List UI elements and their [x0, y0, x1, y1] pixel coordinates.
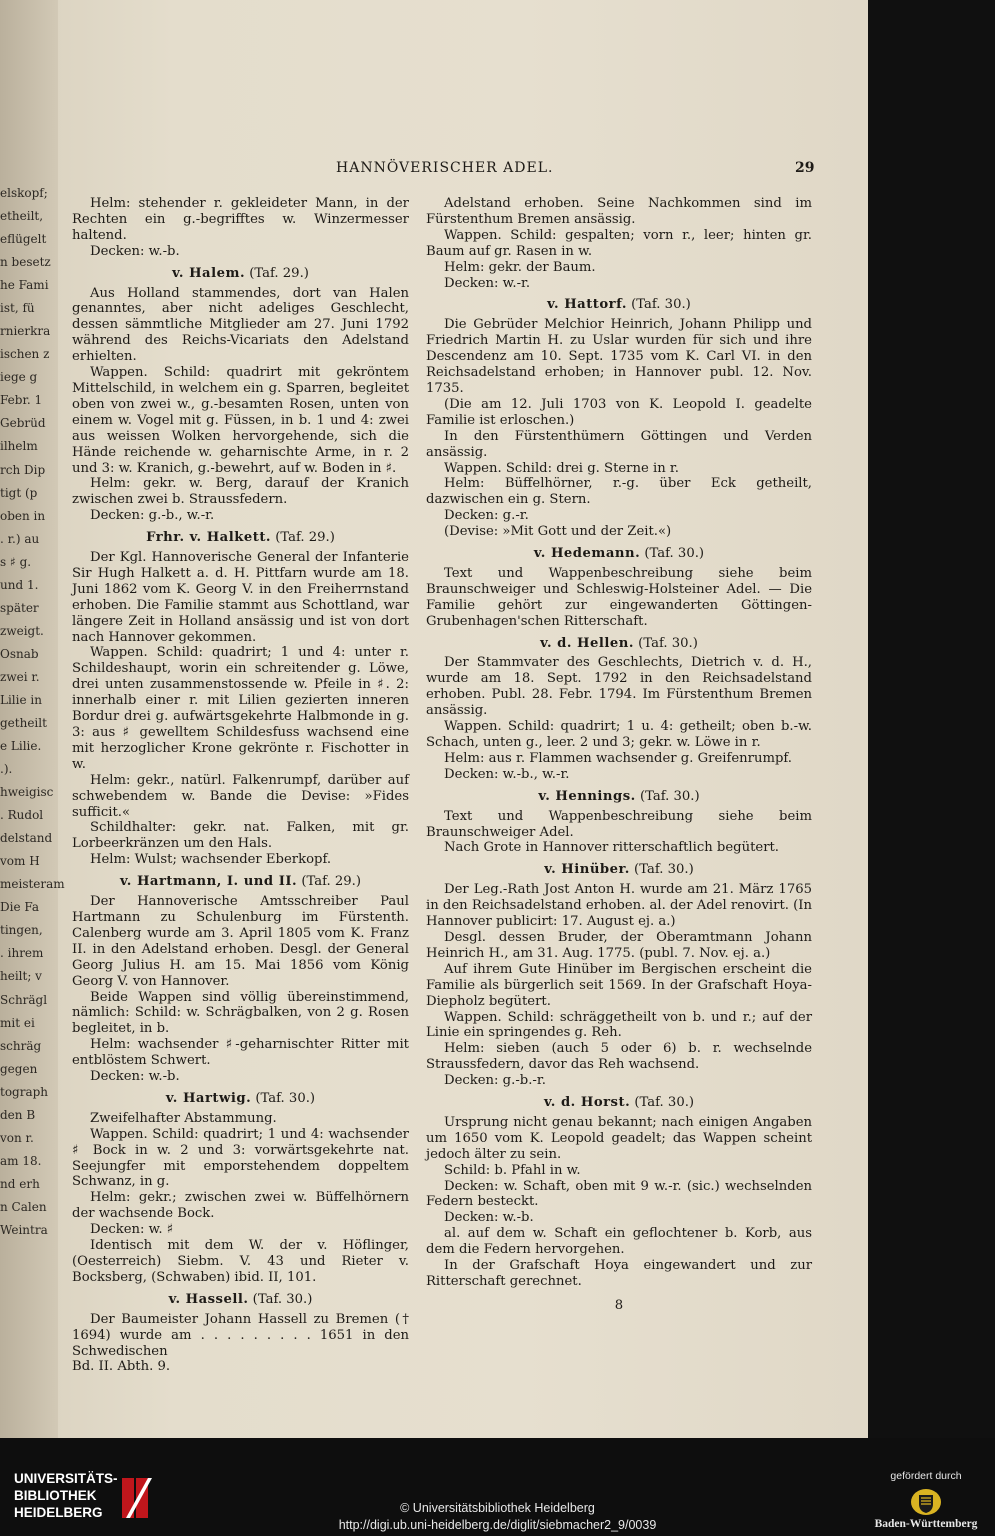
entry-heading [426, 546, 812, 562]
paragraph: Zweifelhafter Abstammung. [90, 1110, 277, 1126]
family-name: v. Hinüber. [544, 862, 630, 878]
paragraph: Helm: gekr.; zwischen zwei w. Büffelhörnern der wachsende Bock. [72, 1190, 409, 1222]
copyright-notice [0, 1500, 995, 1534]
paragraph: Helm: aus r. Flammen wachsender g. Greifenrumpf. [444, 750, 792, 766]
entry-heading [72, 530, 409, 546]
gutter-fragment: schräg [0, 1038, 42, 1053]
gutter-fragment: später [0, 600, 39, 615]
paragraph: Helm: gekr. der Baum. [444, 259, 596, 275]
gutter-fragment: tigt (p [0, 485, 38, 500]
paragraph: Wappen. Schild: drei g. Sterne in r. [444, 460, 679, 476]
plate-reference: (Taf. 30.) [640, 546, 705, 562]
paragraph: Ursprung nicht genau bekannt; nach einigen Angaben um 1650 vom K. Leopold geadelt; das Wappen scheint jedoch älter zu sein. [426, 1114, 812, 1162]
left-column [72, 196, 409, 1375]
plate-reference: (Taf. 29.) [297, 874, 362, 890]
gutter-fragment: n besetz [0, 255, 51, 270]
sponsor-name: Baden-Württemberg [874, 1518, 978, 1530]
paragraph: Schild: b. Pfahl in w. [444, 1162, 581, 1178]
plate-reference: (Taf. 30.) [251, 1090, 316, 1106]
plate-reference: (Taf. 30.) [626, 297, 691, 313]
plate-reference: (Taf. 30.) [629, 862, 694, 878]
family-name: v. Hassell. [168, 1291, 249, 1307]
gutter-fragment: hweigisc [0, 785, 54, 800]
family-name: v. d. Hellen. [540, 635, 634, 651]
gutter-fragment: den B [0, 1107, 36, 1122]
entry-heading [426, 636, 812, 652]
gutter-fragment: Lilie in [0, 692, 42, 707]
gutter-fragment: ilhelm [0, 439, 38, 454]
gutter-fragment: etheilt, [0, 209, 44, 224]
gutter-fragment: mit ei [0, 1015, 35, 1030]
family-name: v. Halem. [172, 265, 246, 281]
gutter-fragment: Schrägl [0, 992, 48, 1007]
paragraph: Schildhalter: gekr. nat. Falken, mit gr. Lorbeerkränzen um den Hals. [72, 820, 409, 852]
gutter-fragment: elskopf; [0, 186, 48, 200]
paragraph: Die Gebrüder Melchior Heinrich, Johann Philipp und Friedrich Martin H. zu Uslar wurden für sich und ihre Descendenz am 10. Sept. 1735 vom K. Carl VI. in den Reichsadelstand erhoben; in Hannover publ. 12. Nov. 1735. [426, 317, 812, 396]
page-number: 29 [795, 160, 815, 176]
entry-heading [426, 1095, 812, 1111]
paragraph: Adelstand erhoben. Seine Nachkommen sind im Fürstenthum Bremen ansässig. [426, 196, 812, 227]
paragraph: Text und Wappenbeschreibung siehe beim Braunschweiger und Schleswig-Holsteiner Adel. — Die Familie gehört zur eingewanderten Göttingen-Grubenhagen'schen Ritterschaft. [426, 565, 812, 629]
entry-heading [72, 266, 409, 282]
paragraph: Helm: gekr., natürl. Falkenrumpf, darüber auf schwebendem w. Bande die Devise: »Fides sufficit.« [72, 772, 409, 820]
paragraph: al. auf dem w. Schaft ein geflochtener b. Korb, aus dem die Federn hervorgehen. [426, 1226, 812, 1258]
paragraph: Helm: gekr. w. Berg, darauf der Kranich zwischen zwei b. Straussfedern. [72, 476, 409, 508]
library-line: HEIDELBERG [14, 1505, 103, 1520]
paragraph: Helm: wachsender ♯-geharnischter Ritter mit entblöstem Schwert. [72, 1037, 409, 1069]
entry-heading [426, 789, 812, 805]
gutter-fragment: . Rudol [0, 808, 44, 823]
paragraph: Der Baumeister Johann Hassell zu Bremen († 1694) wurde am . . . . . . . . . 1651 in den Schwedischen [72, 1311, 409, 1359]
paragraph: Beide Wappen sind völlig übereinstimmend, nämlich: Schild: w. Schrägbalken, von 2 g. Rosen begleitet, in b. [72, 989, 409, 1037]
paragraph: Nach Grote in Hannover ritterschaftlich begütert. [444, 840, 779, 856]
gutter-fragment: Weintra [0, 1222, 48, 1237]
plate-reference: (Taf. 30.) [248, 1291, 313, 1307]
paragraph: Helm: stehender r. gekleideter Mann, in der Rechten ein g.-begrifftes w. Winzermesser haltend. [72, 196, 409, 243]
gutter-fragment: . ihrem [0, 946, 44, 961]
library-line: UNIVERSITÄTS- [14, 1471, 118, 1486]
gutter-fragment: .). [0, 762, 13, 777]
gutter-fragment: Gebrüd [0, 416, 46, 431]
permalink[interactable]: http://digi.ub.uni-heidelberg.de/diglit/siebmacher2_9/0039 [338, 1518, 657, 1532]
gutter-fragment: getheilt [0, 716, 47, 730]
entry-heading [72, 1292, 409, 1308]
sponsor-label: gefördert durch [890, 1470, 962, 1482]
paragraph: Der Kgl. Hannoverische General der Infanterie Sir Hugh Halkett a. d. H. Pittfarn wurde am 18. Juni 1862 vom K. Georg V. in den Freiherrnstand erhoben. Die Familie stammt aus Schottland, war längere Zeit in Holland ansässig und ist von dort nach Hannover gekommen. [72, 550, 409, 645]
gutter-fragment: oben in [0, 508, 46, 523]
paragraph: Decken: w. ♯ [90, 1222, 174, 1238]
gutter-fragment: he Fami [0, 278, 49, 293]
plate-reference: (Taf. 29.) [271, 530, 335, 546]
gutter-fragment: Osnab [0, 646, 39, 661]
paragraph: Der Hannoverische Amtsschreiber Paul Hartmann zu Schulenburg im Fürstenth. Calenberg wurde am 3. April 1805 vom K. Franz II. in den Adelstand erhoben. Desgl. der General Georg Julius H. am 15. Mai 1856 vom König Georg V. von Hannover. [72, 894, 409, 989]
gutter-fragment: eflügelt [0, 232, 47, 247]
gutter-fragment: nd erh [0, 1176, 40, 1191]
gutter-fragment: heilt; v [0, 969, 42, 984]
paragraph: Decken: g.-r. [444, 508, 529, 524]
state-crest-icon [910, 1488, 942, 1516]
gutter-fragment: Die Fa [0, 900, 40, 915]
paragraph: Decken: w.-b., w.-r. [444, 766, 570, 782]
paragraph: Decken: w. Schaft, oben mit 9 w.-r. (sic.) wechselnden Federn besteckt. [426, 1178, 812, 1210]
gutter-fragment: ist, fü [0, 301, 35, 316]
gutter-fragment: tingen, [0, 923, 43, 938]
gutter-fragment: vom H [0, 854, 40, 869]
paragraph: Wappen. Schild: schräggetheilt von b. und r.; auf der Linie ein springendes g. Reh. [426, 1009, 812, 1041]
plate-reference: (Taf. 29.) [245, 265, 309, 281]
paragraph: Decken: w.-b. [444, 1210, 534, 1226]
paragraph: Decken: w.-b. [90, 243, 180, 259]
gutter-fragment: . r.) au [0, 531, 40, 546]
gutter-fragment: am 18. [0, 1153, 42, 1168]
gutter-fragment: e Lilie. [0, 739, 42, 754]
gutter-fragment: tograph [0, 1084, 49, 1099]
paragraph: Decken: w.-b. [90, 1069, 180, 1085]
paragraph: Helm: sieben (auch 5 oder 6) b. r. wechselnde Straussfedern, davor das Reh wachsend. [426, 1041, 812, 1073]
copyright-text: © Universitätsbibliothek Heidelberg [400, 1501, 595, 1515]
gutter-fragment: rnierkra [0, 324, 51, 339]
volume-signature: Bd. II. Abth. 9. [72, 1359, 171, 1375]
gutter-fragment: Febr. 1 [0, 393, 43, 408]
entry-heading [72, 874, 409, 890]
gutter-fragment: von r. [0, 1130, 34, 1145]
paragraph: Identisch mit dem W. der v. Höflinger, (Oesterreich) Siebm. V. 43 und Rieter v. Bocksberg, (Schwaben) ibid. II, 101. [72, 1238, 409, 1285]
gutter-fragment: rch Dip [0, 462, 46, 477]
paragraph: Wappen. Schild: quadrirt; 1 und 4: wachsender ♯ Bock in w. 2 und 3: vorwärtsgekehrte nat. Seejungfer mit emporstehendem doppeltem Schwanz, in g. [72, 1126, 409, 1190]
family-name: v. Hedemann. [533, 546, 641, 562]
family-name: v. Hennings. [538, 788, 636, 804]
family-name: v. d. Horst. [543, 1095, 631, 1111]
family-name: v. Hartmann, I. und II. [119, 874, 298, 890]
paragraph: Wappen. Schild: gespalten; vorn r., leer; hinten gr. Baum auf gr. Rasen in w. [426, 227, 812, 259]
gutter-fragment: iege g [0, 370, 38, 385]
right-column [426, 196, 812, 1314]
entry-heading [426, 862, 812, 878]
previous-page-edge [0, 0, 65, 1438]
paragraph: Helm: Wulst; wachsender Eberkopf. [90, 852, 332, 868]
family-name: v. Hattorf. [547, 297, 627, 313]
paragraph: Decken: g.-b.-r. [444, 1073, 546, 1089]
gutter-fragment: delstand [0, 831, 53, 846]
paragraph: Text und Wappenbeschreibung siehe beim Braunschweiger Adel. [426, 808, 812, 840]
paragraph: (Devise: »Mit Gott und der Zeit.«) [444, 524, 672, 540]
gutter-fragment: meisteram [0, 877, 65, 892]
header-title: HANNÖVERISCHER ADEL. [336, 160, 554, 176]
family-name: Frhr. v. Halkett. [146, 530, 272, 546]
entry-heading [426, 297, 812, 313]
paragraph: Desgl. dessen Bruder, der Oberamtmann Johann Heinrich H., am 31. Aug. 1775. (publ. 7. Nov. ej. a.) [426, 929, 812, 961]
gutter-fragment: s ♯ g. [0, 554, 32, 569]
paragraph: Der Leg.-Rath Jost Anton H. wurde am 21. März 1765 in den Reichsadelstand erhoben. al. der Adel renovirt. (In Hannover publicirt: 17. August ej. a.) [426, 882, 812, 930]
paragraph: Wappen. Schild: quadrirt; 1 u. 4: getheilt; oben b.-w. Schach, unten g., leer. 2 und 3; gekr. w. Löwe in r. [426, 719, 812, 750]
paragraph: Wappen. Schild: quadrirt mit gekröntem Mittelschild, in welchem ein g. Sparren, begleitet oben von zwei w., g.-besamten Rosen, unten von einem w. Vogel mit g. Füssen, in b. 1 und 4: zwei aus weissen Wolken hervorgehende, sich die Hände reichende w. geharnischte Arme, in r. 2 und 3: w. Kranich, g.-bewehrt, auf w. Boden in ♯. [72, 365, 409, 476]
library-line: BIBLIOTHEK [14, 1488, 97, 1503]
gutter-fragment: zwei r. [0, 669, 40, 684]
paragraph: In den Fürstenthümern Göttingen und Verden ansässig. [426, 428, 812, 460]
paragraph: Aus Holland stammendes, dort van Halen genanntes, aber nicht adeliges Geschlecht, dessen sämmtliche Mitglieder am 27. Juni 1792 während des Reichs-Vicariats den Adelstand erhielten. [72, 285, 409, 365]
entry-heading [72, 1091, 409, 1107]
sheet-number: 8 [614, 1297, 624, 1313]
paragraph: In der Grafschaft Hoya eingewandert und zur Ritterschaft gerechnet. [426, 1258, 812, 1289]
family-name: v. Hartwig. [165, 1090, 252, 1106]
gutter-fragment: ischen z [0, 347, 50, 362]
plate-reference: (Taf. 30.) [630, 1095, 695, 1111]
gutter-fragment: gegen [0, 1061, 38, 1076]
plate-reference: (Taf. 30.) [635, 788, 700, 804]
gutter-fragment: zweigt. [0, 623, 44, 638]
sponsor-block [866, 1470, 986, 1530]
gutter-fragment: n Calen [0, 1199, 47, 1214]
paragraph: Decken: w.-r. [444, 275, 531, 291]
paragraph: Wappen. Schild: quadrirt; 1 und 4: unter r. Schildeshaupt, worin ein schreitender g. Löwe, drei unten zusammenstossende w. Pfeile in ♯. 2: innerhalb einer r. mit Lilien gezierten inneren Bordur drei g. aufwärtsgekehrte Halbmonde in g. 3: aus ♯ gewelltem Schildesfuss wachsend eine mit herzoglicher Krone gekrönte r. Fischotter in w. [72, 645, 409, 772]
paragraph: Helm: Büffelhörner, r.-g. über Eck getheilt, dazwischen ein g. Stern. [426, 476, 812, 508]
paragraph: Auf ihrem Gute Hinüber im Bergischen erscheint die Familie als bürgerlich seit 1569. In der Grafschaft Hoya-Diepholz begütert. [426, 961, 812, 1009]
paragraph: Decken: g.-b., w.-r. [90, 508, 215, 524]
plate-reference: (Taf. 30.) [633, 635, 698, 651]
paragraph: (Die am 12. Juli 1703 von K. Leopold I. geadelte Familie ist erloschen.) [426, 396, 812, 428]
gutter-fragment: und 1. [0, 577, 39, 592]
paragraph: Der Stammvater des Geschlechts, Dietrich v. d. H., wurde am 18. Sept. 1792 in den Reichsadelstand erhoben. Publ. 28. Febr. 1794. Im Fürstenthum Bremen ansässig. [426, 655, 812, 719]
